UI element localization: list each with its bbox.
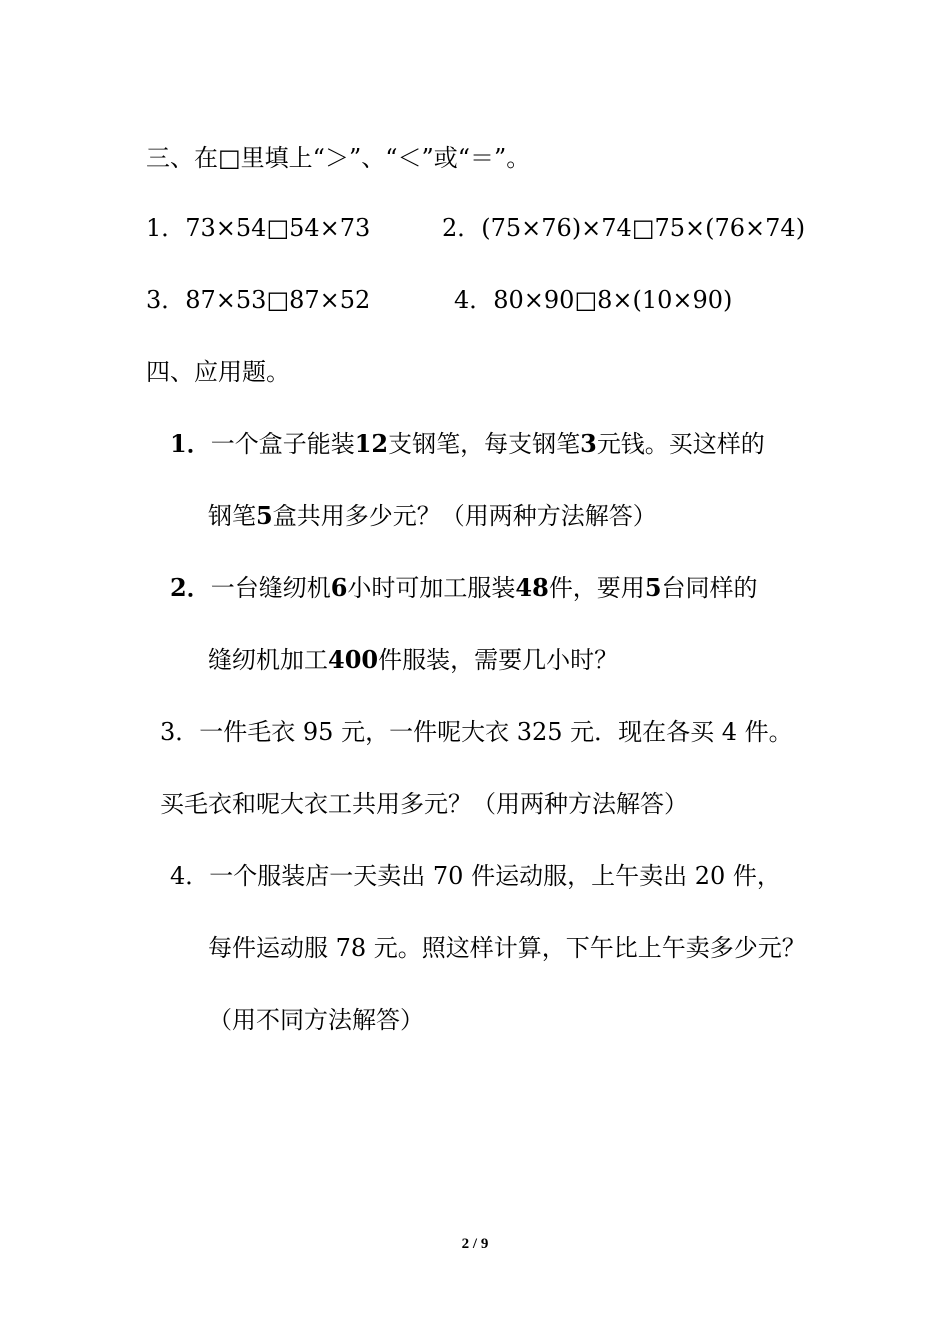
problem-1-line-2 [208, 500, 657, 532]
problem-value: 12 [354, 429, 389, 458]
compare-item-4: 4．80×90□8×(10×90) [454, 286, 733, 314]
problem-value: 5 [256, 501, 273, 530]
compare-item-1: 1．73×54□54×73 [146, 214, 371, 242]
problem-4-line-2: 每件运动服 78 元。照这样计算，下午比上午卖多少元？ [208, 934, 806, 962]
problem-text: 一个盒子能装 [210, 430, 355, 458]
problem-2-line-2 [208, 644, 618, 676]
problem-text: 盒共用多少元？（用两种方法解答） [272, 502, 657, 530]
problem-value: 5 [644, 573, 662, 602]
problem-text: 元钱。买这样的 [596, 430, 765, 458]
problem-value: 400 [328, 645, 379, 674]
section-3-heading: 三、在□里填上“＞”、“＜”或“＝”。 [146, 144, 531, 172]
compare-item-3: 3．87×53□87×52 [146, 286, 371, 314]
problem-text: 一台缝纫机 [210, 574, 331, 602]
problem-number: 1． [170, 429, 211, 458]
problem-4-line-1: 4．一个服装店一天卖出 70 件运动服，上午卖出 20 件， [170, 862, 781, 890]
section-4-heading: 四、应用题。 [146, 358, 290, 386]
problem-value: 48 [515, 573, 549, 602]
problem-value: 3 [580, 429, 597, 458]
problem-text: 支钢笔，每支钢笔 [388, 430, 581, 458]
problem-text: 台同样的 [661, 574, 758, 602]
problem-3-line-2: 买毛衣和呢大衣工共用多元？（用两种方法解答） [160, 790, 688, 818]
problem-2-line-1 [170, 572, 758, 604]
problem-3-line-1: 3．一件毛衣 95 元，一件呢大衣 325 元．现在各买 4 件。 [160, 718, 793, 746]
compare-item-2: 2．(75×76)×74□75×(76×74) [442, 214, 806, 242]
problem-number: 2． [170, 573, 211, 602]
problem-1-line-1 [170, 428, 765, 460]
problem-text: 钢笔 [208, 502, 256, 530]
problem-text: 件服装，需要几小时？ [378, 646, 619, 674]
problem-text: 缝纫机加工 [208, 646, 328, 674]
page-number: 2 / 9 [461, 1236, 489, 1252]
problem-text: 小时可加工服装 [347, 574, 516, 602]
problem-text: 件，要用 [548, 574, 645, 602]
problem-value: 6 [330, 573, 348, 602]
problem-4-line-3: （用不同方法解答） [208, 1006, 424, 1034]
